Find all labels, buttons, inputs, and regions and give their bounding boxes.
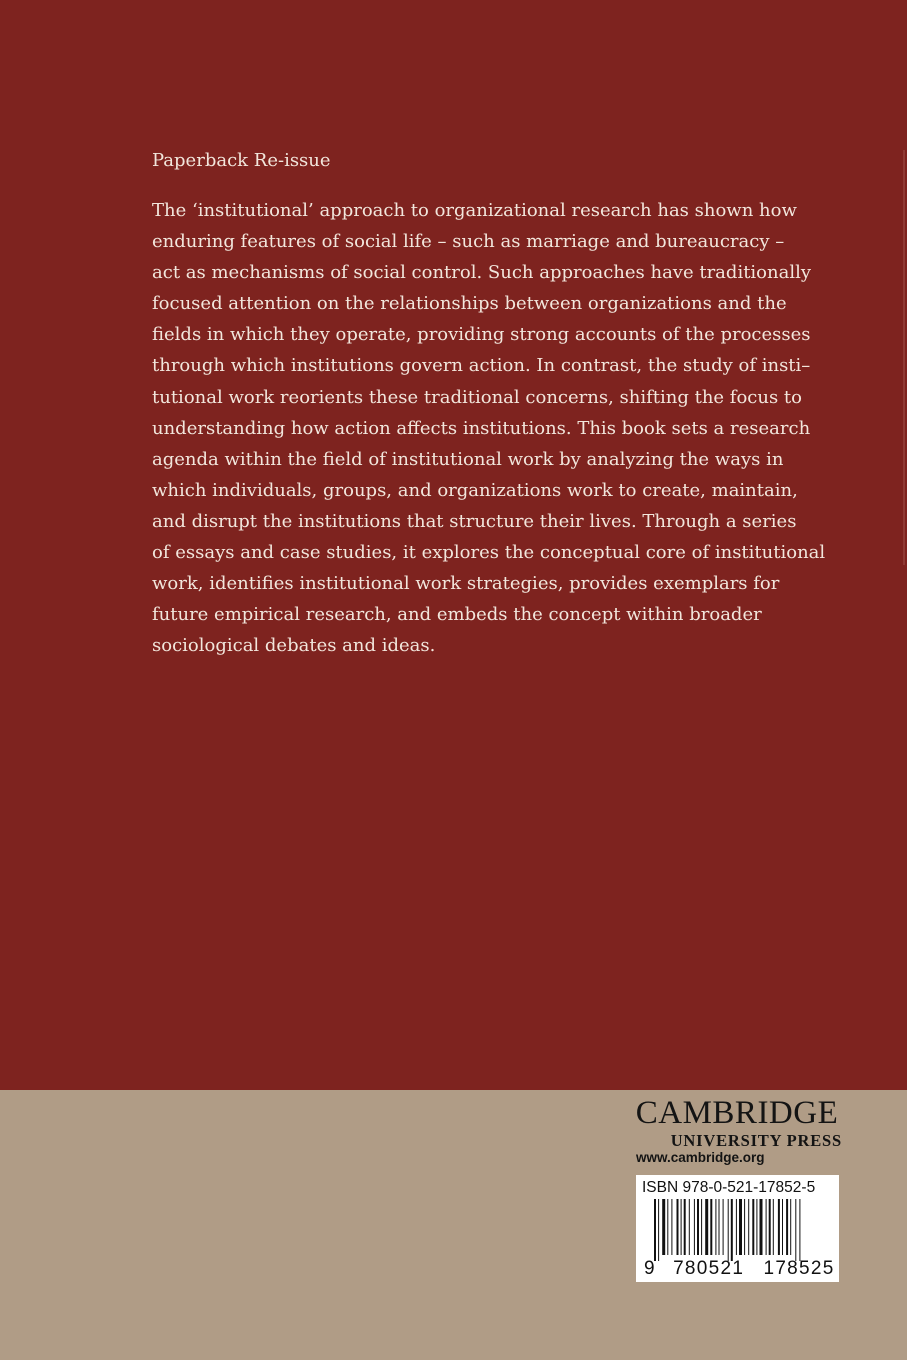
blurb-line: future empirical research, and embeds the concept within broader [152, 604, 762, 626]
publisher-url[interactable]: www.cambridge.org [636, 1150, 765, 1165]
blurb-line: fields in which they operate, providing strong accounts of the processes [152, 324, 811, 346]
barcode-bar [710, 1199, 712, 1255]
barcode-bar [671, 1199, 672, 1255]
edition-label: Paperback Re-issue [152, 150, 331, 171]
barcode-bar [736, 1199, 737, 1255]
barcode-bar [752, 1199, 754, 1255]
blurb-line: which individuals, groups, and organizations work to create, maintain, [152, 479, 798, 501]
barcode-bar [786, 1199, 788, 1255]
barcode-bar [705, 1199, 708, 1255]
blurb-line: understanding how action affects institutions. This book sets a research [152, 417, 811, 439]
barcode-bar [766, 1199, 767, 1255]
barcode-bar [681, 1199, 682, 1255]
barcode-bar [728, 1199, 729, 1261]
barcode-bar [748, 1199, 749, 1255]
barcode-bar [739, 1199, 742, 1255]
barcode-bar [799, 1199, 800, 1261]
barcode-digit-group-1: 780521 [673, 1258, 745, 1279]
blurb-line: agenda within the field of institutional work by analyzing the ways in [152, 448, 784, 470]
barcode-bar [778, 1199, 780, 1255]
blurb-line: through which institutions govern action. In contrast, the study of insti– [152, 355, 811, 377]
barcode-icon [636, 1199, 839, 1261]
publisher-subname: UNIVERSITY PRESS [670, 1131, 842, 1150]
barcode-bar [684, 1199, 686, 1255]
barcode-bar [773, 1199, 774, 1255]
barcode-digit-group-2: 178525 [763, 1258, 835, 1279]
barcode-bar [723, 1199, 724, 1255]
barcode-bar [744, 1199, 745, 1255]
barcode-bar [701, 1199, 702, 1255]
barcode-bar [790, 1199, 791, 1255]
barcode-bar [795, 1199, 796, 1261]
blurb-line: and disrupt the institutions that structure their lives. Through a series [152, 510, 797, 532]
barcode-bar [658, 1199, 659, 1261]
barcode-panel [636, 1175, 839, 1282]
publisher-name: CAMBRIDGE [635, 1095, 839, 1131]
publisher-logo [632, 1094, 842, 1150]
barcode-bar [677, 1199, 679, 1255]
page-edge-line [903, 150, 905, 565]
blurb-line: tutional work reorients these traditional concerns, shifting the focus to [152, 386, 802, 408]
barcode-bar [654, 1199, 656, 1261]
barcode-bar [662, 1199, 665, 1255]
blurb-line: The ‘institutional’ approach to organizational research has shown how [152, 200, 797, 221]
barcode-bar [782, 1199, 783, 1255]
isbn-label: ISBN 978-0-521-17852-5 [642, 1179, 816, 1196]
blurb-line: sociological debates and ideas. [152, 635, 436, 657]
blurb-line: focused attention on the relationships between organizations and the [152, 293, 787, 315]
barcode-bar [697, 1199, 699, 1255]
blurb-line: work, identifies institutional work strategies, provides exemplars for [152, 573, 780, 595]
barcode-bar [731, 1199, 733, 1261]
barcode-digit-lead: 9 [644, 1258, 656, 1279]
barcode-bar [715, 1199, 716, 1255]
barcode-bar [694, 1199, 695, 1255]
blurb-line: enduring features of social life – such as marriage and bureaucracy – [152, 231, 785, 253]
barcode-bar [689, 1199, 690, 1255]
barcode-digits [644, 1258, 834, 1280]
blurb-line: act as mechanisms of social control. Such approaches have traditionally [152, 262, 812, 284]
barcode-bar [760, 1199, 763, 1255]
barcode-bar [769, 1199, 771, 1255]
blurb-line: of essays and case studies, it explores the conceptual core of institutional [152, 542, 826, 564]
barcode-bar [756, 1199, 757, 1255]
barcode-bar [719, 1199, 720, 1255]
barcode-bar [667, 1199, 668, 1255]
blurb-text [152, 195, 826, 661]
